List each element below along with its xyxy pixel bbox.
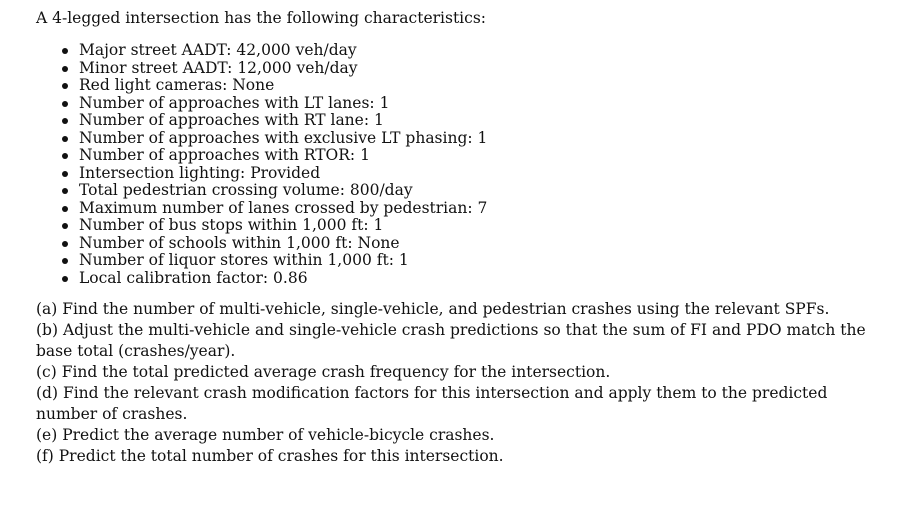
- questions-section: [36, 299, 876, 467]
- list-item: Number of approaches with RT lane: 1: [62, 112, 876, 130]
- characteristics-list: [36, 42, 876, 287]
- problem-document: [36, 8, 876, 467]
- list-item: Number of bus stops within 1,000 ft: 1: [62, 217, 876, 235]
- list-item: Number of approaches with LT lanes: 1: [62, 95, 876, 113]
- bullet-icon: [62, 206, 68, 212]
- list-item: Total pedestrian crossing volume: 800/day: [62, 182, 876, 200]
- bullet-icon: [62, 223, 68, 229]
- question-c: (c) Find the total predicted average crash frequency for the intersection.: [36, 363, 611, 381]
- list-item: Number of liquor stores within 1,000 ft: 1: [62, 252, 876, 270]
- bullet-icon: [62, 66, 68, 72]
- bullet-icon: [62, 118, 68, 124]
- bullet-icon: [62, 153, 68, 159]
- question-a: (a) Find the number of multi-vehicle, single-vehicle, and pedestrian crashes using the relevant SPFs.: [36, 300, 830, 318]
- question-e: (e) Predict the average number of vehicle-bicycle crashes.: [36, 426, 495, 444]
- question-d: (d) Find the relevant crash modification factors for this intersection and apply them to the predicted number of crashes.: [36, 384, 828, 423]
- question-f: (f) Predict the total number of crashes for this intersection.: [36, 447, 504, 465]
- bullet-icon: [62, 241, 68, 247]
- bullet-icon: [62, 258, 68, 264]
- list-item: Major street AADT: 42,000 veh/day: [62, 42, 876, 60]
- bullet-icon: [62, 136, 68, 142]
- list-item: Minor street AADT: 12,000 veh/day: [62, 60, 876, 78]
- bullet-icon: [62, 83, 68, 89]
- question-b: (b) Adjust the multi-vehicle and single-vehicle crash predictions so that the sum of FI and PDO match the base total (crashes/year).: [36, 321, 866, 360]
- list-item: Number of approaches with exclusive LT phasing: 1: [62, 130, 876, 148]
- list-item: Local calibration factor: 0.86: [62, 270, 876, 288]
- bullet-icon: [62, 171, 68, 177]
- list-item: Red light cameras: None: [62, 77, 876, 95]
- bullet-icon: [62, 276, 68, 282]
- list-item: Maximum number of lanes crossed by pedestrian: 7: [62, 200, 876, 218]
- bullet-icon: [62, 188, 68, 194]
- list-item: Number of schools within 1,000 ft: None: [62, 235, 876, 253]
- bullet-icon: [62, 48, 68, 54]
- list-item: Intersection lighting: Provided: [62, 165, 876, 183]
- intro-text: A 4-legged intersection has the following characteristics:: [36, 9, 486, 27]
- bullet-icon: [62, 101, 68, 107]
- list-item: Number of approaches with RTOR: 1: [62, 147, 876, 165]
